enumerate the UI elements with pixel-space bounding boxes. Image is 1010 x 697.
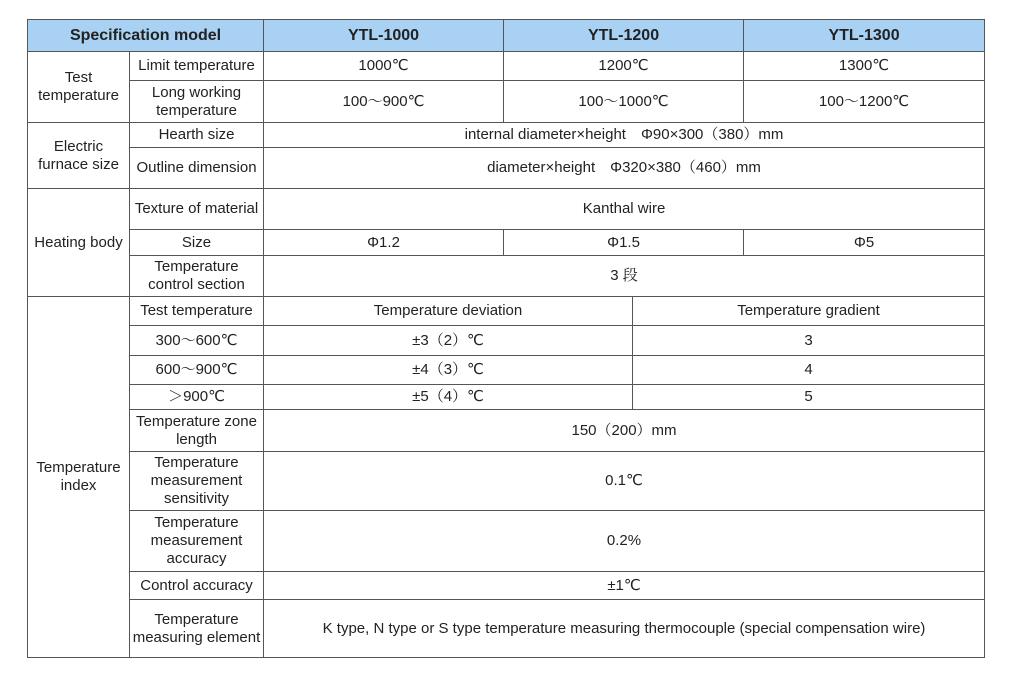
measurement-sensitivity-label: Temperature measurement sensitivity xyxy=(130,452,264,511)
specification-table xyxy=(27,19,985,658)
measurement-accuracy-value: 0.2% xyxy=(264,511,985,572)
table-row xyxy=(28,452,985,511)
temperature-control-section-value: 3 段 xyxy=(264,256,985,297)
control-accuracy-label: Control accuracy xyxy=(130,572,264,600)
table-row xyxy=(28,148,985,189)
long-working-temperature-1000: 100～900℃ xyxy=(264,81,504,123)
deviation-value: ±5（4）℃ xyxy=(264,385,633,410)
table-row xyxy=(28,189,985,230)
outline-dimension-value: diameter×height Φ320×380（460）mm xyxy=(264,148,985,189)
temperature-deviation-header: Temperature deviation xyxy=(264,297,633,326)
table-row xyxy=(28,123,985,148)
table-row xyxy=(28,385,985,410)
table-row xyxy=(28,230,985,256)
table-row xyxy=(28,256,985,297)
group-test-temperature: Test temperature xyxy=(28,52,130,123)
spec-model-header: Specification model xyxy=(28,20,264,52)
model-header-ytl-1200: YTL-1200 xyxy=(504,20,744,52)
measuring-element-label: Temperature measuring element xyxy=(130,600,264,658)
model-header-ytl-1000: YTL-1000 xyxy=(264,20,504,52)
long-working-temperature-1300: 100～1200℃ xyxy=(744,81,985,123)
table-row xyxy=(28,297,985,326)
table-row xyxy=(28,326,985,356)
texture-of-material-label: Texture of material xyxy=(130,189,264,230)
gradient-value: 3 xyxy=(633,326,985,356)
measurement-sensitivity-value: 0.1℃ xyxy=(264,452,985,511)
temperature-gradient-header: Temperature gradient xyxy=(633,297,985,326)
long-working-temperature-label: Long working temperature xyxy=(130,81,264,123)
size-1300: Φ5 xyxy=(744,230,985,256)
temperature-zone-length-label: Temperature zone length xyxy=(130,410,264,452)
table-row xyxy=(28,572,985,600)
measuring-element-value: K type, N type or S type temperature measuring thermocouple (special compensation wire) xyxy=(264,600,985,658)
table-row xyxy=(28,52,985,81)
range-label: ＞900℃ xyxy=(130,385,264,410)
group-electric-furnace-size: Electric furnace size xyxy=(28,123,130,189)
table-row xyxy=(28,600,985,658)
size-1200: Φ1.5 xyxy=(504,230,744,256)
control-accuracy-value: ±1℃ xyxy=(264,572,985,600)
limit-temperature-1200: 1200℃ xyxy=(504,52,744,81)
limit-temperature-1000: 1000℃ xyxy=(264,52,504,81)
range-label: 600～900℃ xyxy=(130,356,264,385)
outline-dimension-label: Outline dimension xyxy=(130,148,264,189)
hearth-size-label: Hearth size xyxy=(130,123,264,148)
limit-temperature-1300: 1300℃ xyxy=(744,52,985,81)
gradient-value: 4 xyxy=(633,356,985,385)
limit-temperature-label: Limit temperature xyxy=(130,52,264,81)
size-1000: Φ1.2 xyxy=(264,230,504,256)
long-working-temperature-1200: 100～1000℃ xyxy=(504,81,744,123)
measurement-accuracy-label: Temperature measurement accuracy xyxy=(130,511,264,572)
table-row xyxy=(28,410,985,452)
gradient-value: 5 xyxy=(633,385,985,410)
test-temperature-label: Test temperature xyxy=(130,297,264,326)
table-row xyxy=(28,356,985,385)
table-row xyxy=(28,81,985,123)
hearth-size-value: internal diameter×height Φ90×300（380）mm xyxy=(264,123,985,148)
texture-of-material-value: Kanthal wire xyxy=(264,189,985,230)
deviation-value: ±3（2）℃ xyxy=(264,326,633,356)
temperature-zone-length-value: 150（200）mm xyxy=(264,410,985,452)
size-label: Size xyxy=(130,230,264,256)
table-row xyxy=(28,511,985,572)
group-temperature-index: Temperature index xyxy=(28,297,130,658)
deviation-value: ±4（3）℃ xyxy=(264,356,633,385)
header-row xyxy=(28,20,985,52)
model-header-ytl-1300: YTL-1300 xyxy=(744,20,985,52)
range-label: 300～600℃ xyxy=(130,326,264,356)
temperature-control-section-label: Temperature control section xyxy=(130,256,264,297)
group-heating-body: Heating body xyxy=(28,189,130,297)
